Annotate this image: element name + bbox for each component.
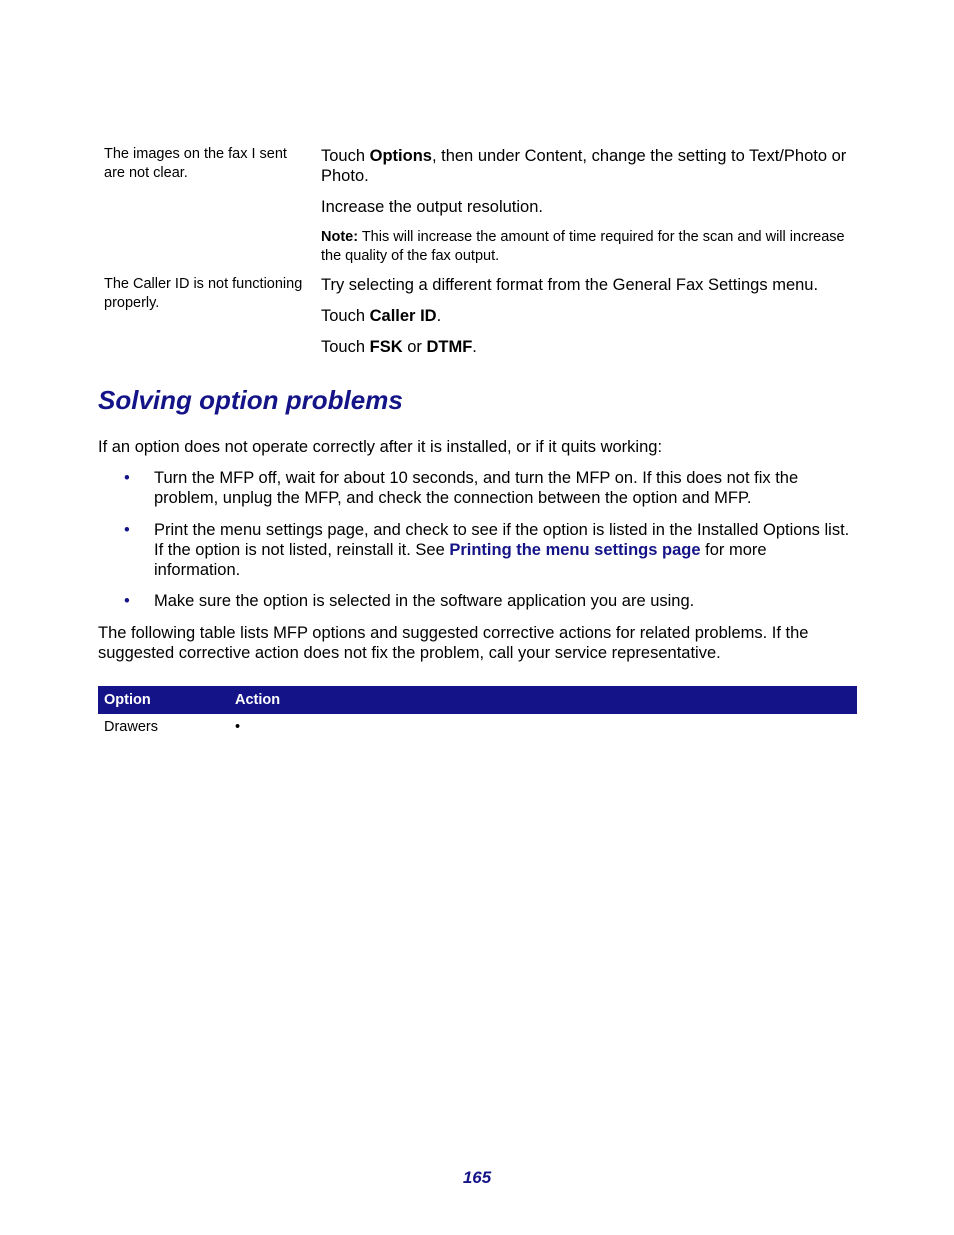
- table-row-action-bullet: •: [235, 719, 241, 735]
- page-number: 165: [462, 1168, 492, 1187]
- action-bold-fsk: FSK: [369, 338, 403, 356]
- bullet-marker: •: [124, 521, 130, 539]
- bullet-text: for more information.: [154, 541, 767, 579]
- menu-settings-link[interactable]: Printing the menu settings page: [449, 541, 701, 559]
- bullet-item-software: Make sure the option is selected in the software application you are using.: [154, 592, 695, 610]
- action-text: Touch: [321, 338, 370, 356]
- action-touch-fsk-dtmf: [321, 337, 856, 357]
- note-text: This will increase the amount of time required for the scan and will increase the quality of the fax output.: [321, 229, 845, 264]
- header-option: Option: [104, 692, 151, 708]
- section-closing: The following table lists MFP options and suggested corrective actions for related problems. If the suggested corrective action does not fix the problem, call your service representative.: [98, 624, 809, 662]
- action-text: Touch: [321, 147, 370, 165]
- section-heading: Solving option problems: [98, 385, 403, 415]
- action-select-format: Try selecting a different format from the General Fax Settings menu.: [321, 276, 819, 294]
- action-text: .: [472, 338, 477, 356]
- action-bold-dtmf: DTMF: [426, 338, 473, 356]
- action-bold-caller-id: Caller ID: [369, 307, 437, 325]
- action-text: .: [436, 307, 442, 325]
- action-text: , then under Content, change the setting to Text/Photo or Photo.: [321, 147, 847, 185]
- problem-fax-images-unclear: The images on the fax I sent are not clear.: [104, 146, 287, 181]
- bullet-item-power-cycle: Turn the MFP off, wait for about 10 seconds, and turn the MFP on. If this does not fix the problem, unplug the MFP, and check the connection between the option and MFP.: [154, 469, 799, 507]
- section-intro: If an option does not operate correctly after it is installed, or if it quits working:: [98, 438, 663, 456]
- action-note: [321, 228, 856, 266]
- action-text: Touch: [321, 307, 370, 325]
- problem-caller-id: The Caller ID is not functioning properly.: [104, 276, 303, 311]
- action-touch-options: [321, 146, 856, 186]
- bullet-marker: •: [124, 592, 130, 610]
- bullet-item-menu-settings: [154, 520, 854, 580]
- table-row-option: Drawers: [104, 719, 158, 735]
- action-bold-options: Options: [369, 147, 432, 165]
- bullet-marker: •: [124, 469, 130, 487]
- action-increase-resolution: Increase the output resolution.: [321, 198, 543, 216]
- action-touch-caller-id: [321, 306, 856, 326]
- bullet-text: Print the menu settings page, and check to see if the option is listed in the Installed Options list. If the option is not listed, reinstall it. See: [154, 521, 850, 559]
- options-table-header: [98, 686, 857, 714]
- note-label: Note:: [321, 229, 359, 245]
- header-action: Action: [235, 692, 281, 708]
- action-text: or: [402, 338, 427, 356]
